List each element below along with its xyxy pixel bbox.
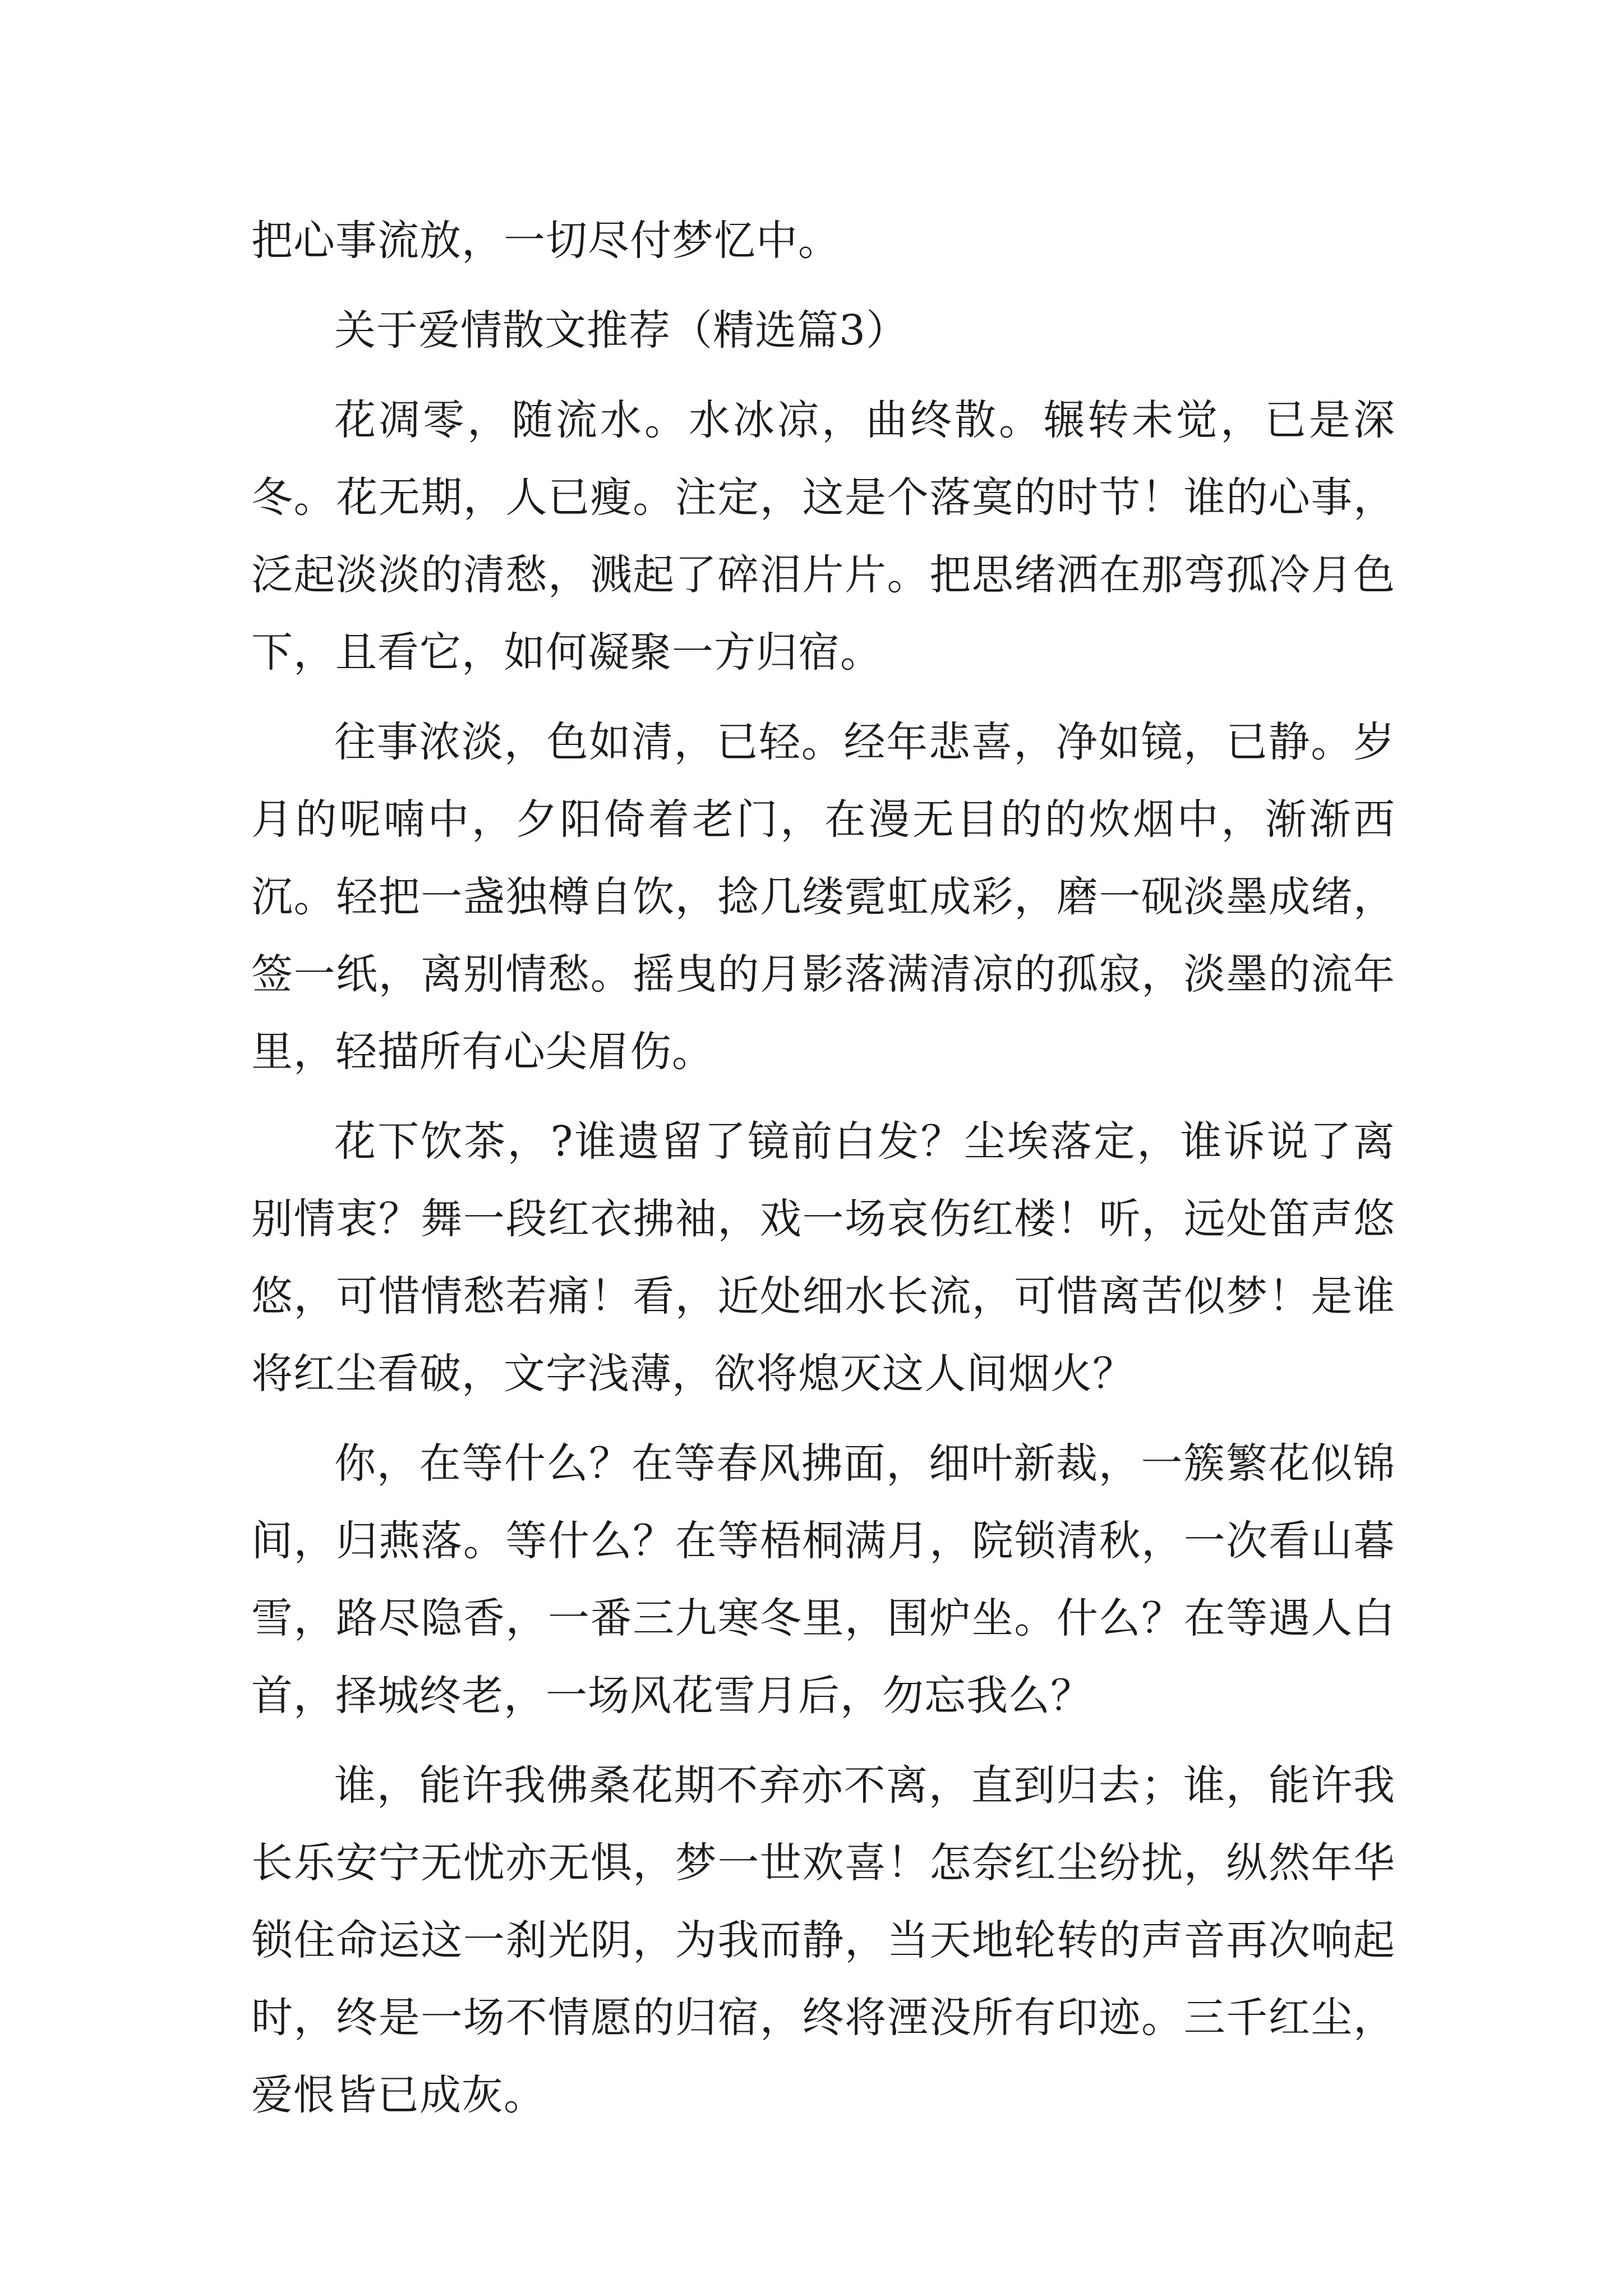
paragraph: 谁，能许我佛桑花期不弃亦不离，直到归去；谁，能许我长乐安宁无忧亦无惧，梦一世欢喜！怎奈红尘纷扰，纵然年华锁住命运这一刹光阴，为我而静，当天地轮转的声音再次响起时，终是一场不情愿的归宿，终将湮没所有印迹。三千红尘，爱恨皆已成灰。 [251, 1761, 1395, 2119]
paragraph: 你，在等什么？在等春风拂面，细叶新裁，一簇繁花似锦间，归燕落。等什么？在等梧桐满月，院锁清秋，一次看山暮雪，路尽隐香，一番三九寒冬里，围炉坐。什么？在等遇人白首，择城终老，一场风花雪月后，勿忘我么？ [251, 1439, 1395, 1720]
paragraph: 花下饮茶，?谁遗留了镜前白发？尘埃落定，谁诉说了离别情衷？舞一段红衣拂袖，戏一场哀伤红楼！听，远处笛声悠悠，可惜情愁若痛！看，近处细水长流，可惜离苦似梦！是谁将红尘看破，文字浅薄，欲将熄灭这人间烟火？ [251, 1117, 1395, 1398]
paragraph: 往事浓淡，色如清，已轻。经年悲喜，净如镜，已静。岁月的呢喃中，夕阳倚着老门，在漫无目的的炊烟中，渐渐西沉。轻把一盏独樽自饮，捻几缕霓虹成彩，磨一砚淡墨成绪，签一纸，离别情愁。摇曳的月影落满清凉的孤寂，淡墨的流年里，轻描所有心尖眉伤。 [251, 718, 1395, 1076]
paragraph-continuation: 把心事流放，一切尽付梦忆中。 [251, 217, 840, 265]
document-body [251, 202, 1395, 2146]
paragraph: 花凋零，随流水。水冰凉，曲终散。辗转未觉，已是深冬。花无期，人已瘦。注定，这是个落寞的时节！谁的心事，泛起淡淡的清愁，溅起了碎泪片片。把思绪洒在那弯孤冷月色下，且看它，如何凝聚一方归宿。 [251, 396, 1395, 677]
section-heading: 关于爱情散文推荐（精选篇3） [334, 306, 909, 355]
